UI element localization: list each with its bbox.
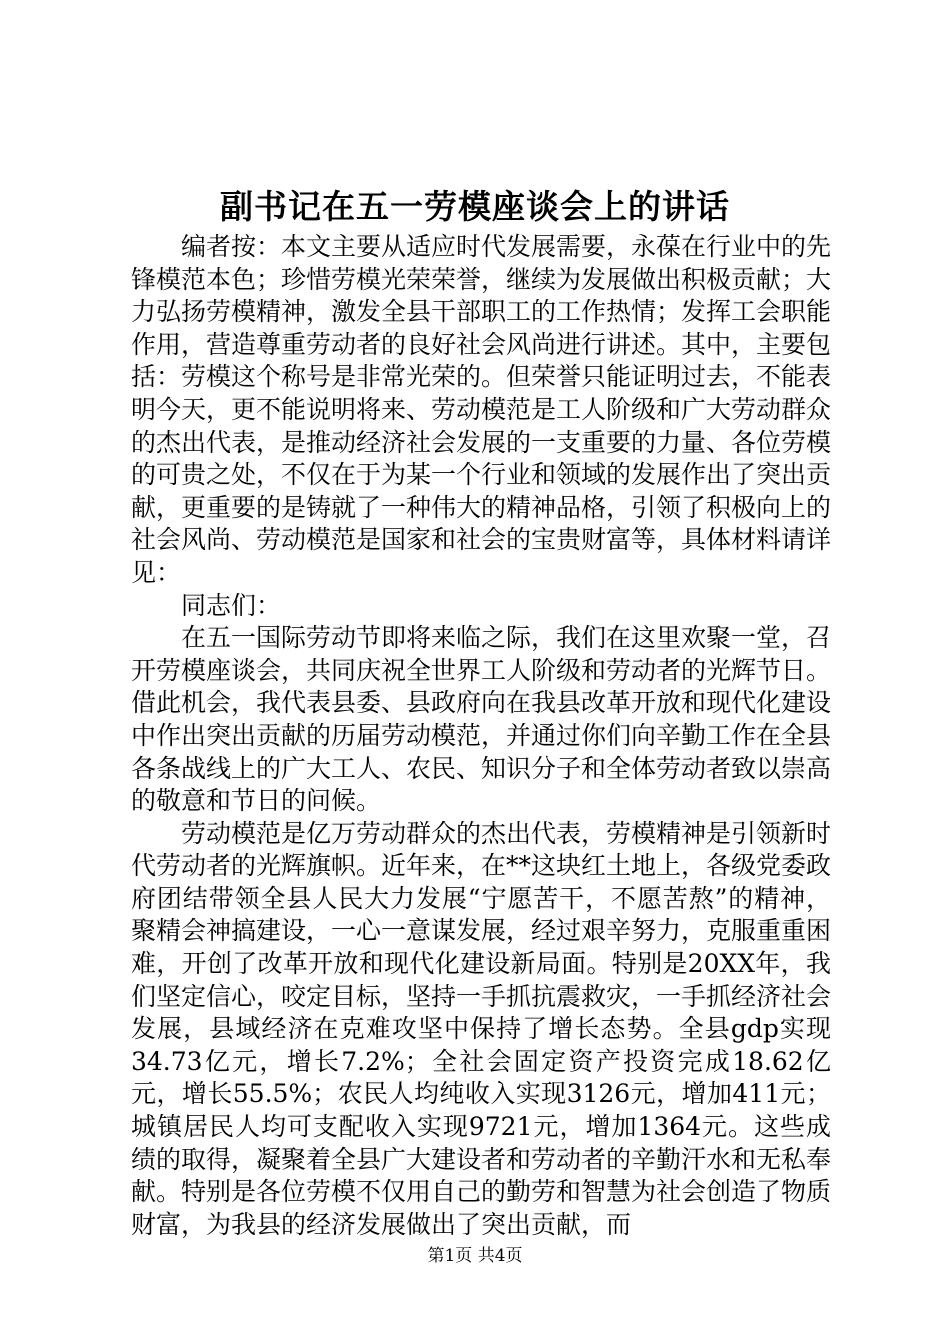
salutation-paragraph: 同志们： (181, 590, 282, 620)
body-paragraph: 劳动模范是亿万劳动群众的杰出代表，劳模精神是引领新时代劳动者的光辉旗帜。近年来，在**这块红土地上，各级党委政府团结带领全县人民大力发展“宁愿苦干，不愿苦熬”的精神，聚精会神搞建设，一心一意谋发展，经过艰辛努力，克服重重困难，开创了改革开放和现代化建设新局面。特别是20XX年，我们坚定信心，咬定目标，坚持一手抓抗震救灾，一手抓经济社会发展，县域经济在克难攻坚中保持了增长态势。全县gdp实现34.73亿元，增长7.2%；全社会固定资产投资完成18.62亿元，增长55.5%；农民人均纯收入实现3126元，增加411元；城镇居民人均可支配收入实现9721元，增加1364元。这些成绩的取得，凝聚着全县广大建设者和劳动者的辛勤汗水和无私奉献。特别是各位劳模不仅用自己的勤劳和智慧为社会创造了物质财富，为我县的经济发展做出了突出贡献，而 (131, 818, 832, 1239)
document-title: 副书记在五一劳模座谈会上的讲话 (220, 187, 730, 226)
body-paragraph: 在五一国际劳动节即将来临之际，我们在这里欢聚一堂，召开劳模座谈会，共同庆祝全世界工人阶级和劳动者的光辉节日。借此机会，我代表县委、县政府向在我县改革开放和现代化建设中作出突出贡献的历届劳动模范，并通过你们向辛勤工作在全县各条战线上的广大工人、农民、知识分子和全体劳动者致以崇高的敬意和节日的问候。 (131, 623, 832, 816)
document-body (131, 231, 831, 1241)
page-footer: 第1页 共4页 (427, 1246, 523, 1266)
editor-note-paragraph: 编者按：本文主要从适应时代发展需要，永葆在行业中的先锋模范本色；珍惜劳模光荣荣誉，继续为发展做出积极贡献；大力弘扬劳模精神，激发全县干部职工的工作热情；发挥工会职能作用，营造尊重劳动者的良好社会风尚进行讲述。其中，主要包括：劳模这个称号是非常光荣的。但荣誉只能证明过去，不能表明今天，更不能说明将来、劳动模范是工人阶级和广大劳动群众的杰出代表，是推动经济社会发展的一支重要的力量、各位劳模的可贵之处，不仅在于为某一个行业和领域的发展作出了突出贡献，更重要的是铸就了一种伟大的精神品格，引领了积极向上的社会风尚、劳动模范是国家和社会的宝贵财富等，具体材料请详见： (131, 232, 832, 587)
